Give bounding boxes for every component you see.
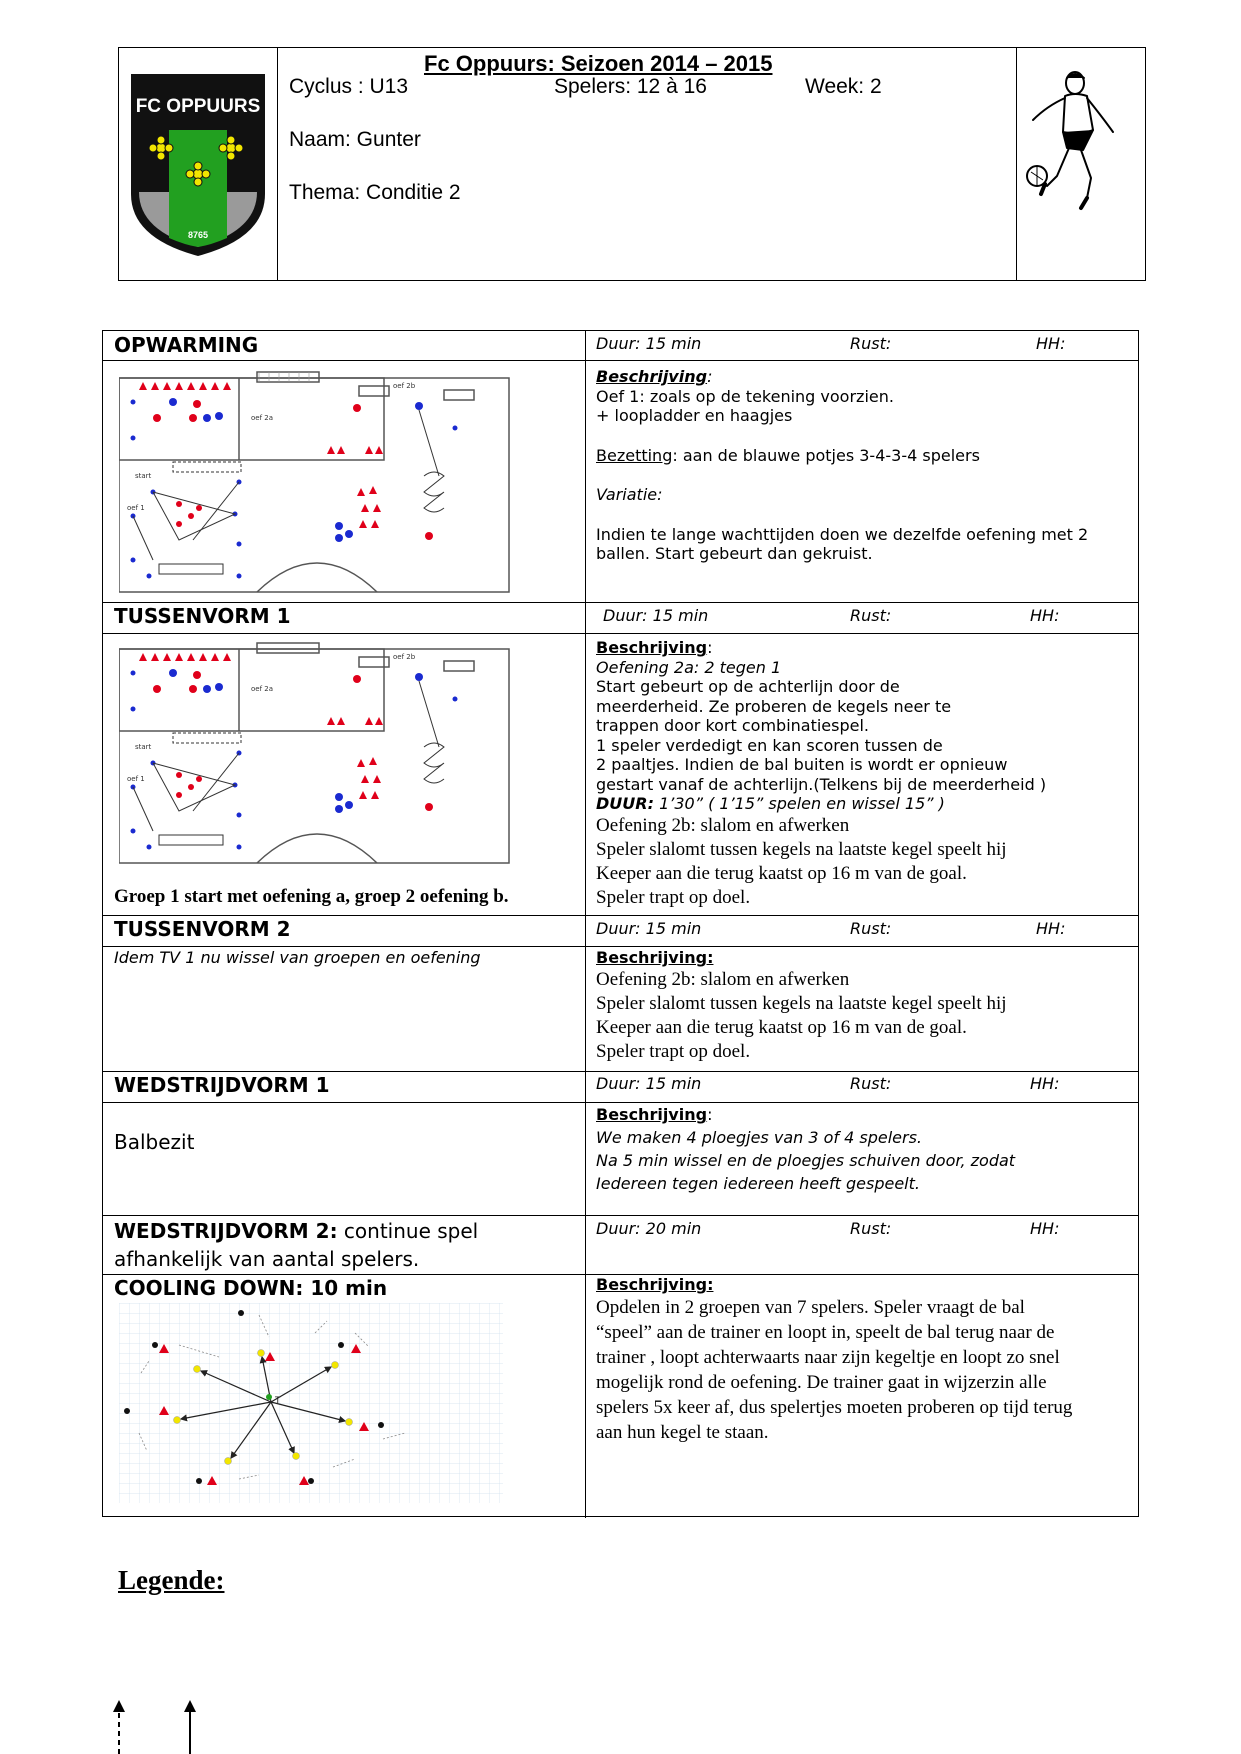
tussenvorm1-serif-4: Speler trapt op doel. xyxy=(596,886,751,908)
tussenvorm1-line-3: trappen door kort combinatiespel. xyxy=(596,716,870,735)
coolingdown-description xyxy=(596,1275,1072,1445)
label-oef1-tv1: oef 1 xyxy=(127,775,145,783)
tussenvorm1-duur-value: 1’30” ( 1’15” spelen en wissel 15” ) xyxy=(653,794,945,813)
tussenvorm2-serif-3: Keeper aan die terug kaatst op 16 m van de goal. xyxy=(596,1016,967,1038)
wedstrijdvorm1-line-3: Iedereen tegen iedereen heeft gespeelt. xyxy=(596,1174,920,1193)
tussenvorm2-rust: Rust: xyxy=(850,919,892,938)
coolingdown-serif-3: trainer , loopt achterwaarts naar zijn kegeltje en loopt zo snel xyxy=(596,1346,1060,1368)
coolingdown-serif-5: spelers 5x keer af, dus spelertjes moeten proberen op tijd terug xyxy=(596,1396,1073,1418)
opwarming-description: Beschrijving: Oef 1: zoals op de tekening voorzien. + loopladder en haagjes Bezetting: aan de blauwe potjes 3-4-3-4 spelers Variatie: Indien te lange wachttijden doen we dezelfde oefening met 2 ballen. Start gebeurt dan gekruist. xyxy=(596,367,1089,563)
wedstrijdvorm1-left-note: Balbezit xyxy=(114,1130,195,1154)
opwarming-duur: Duur: 15 min xyxy=(596,334,702,353)
tussenvorm1-serif-1: Oefening 2b: slalom en afwerken xyxy=(596,814,850,836)
logo-number: 8765 xyxy=(187,230,209,240)
opwarming-rust: Rust: xyxy=(850,334,892,353)
label-oef1: oef 1 xyxy=(127,504,145,512)
logo-text: FC OPPUURS xyxy=(135,96,261,117)
training-plan-table xyxy=(102,330,1139,1517)
tussenvorm1-hh: HH: xyxy=(1030,606,1060,625)
club-logo xyxy=(119,48,278,280)
coolingdown-serif-2: “speel” aan de trainer en loopt in, speelt de bal terug naar de xyxy=(596,1321,1055,1343)
spelers-label: Spelers: 12 à 16 xyxy=(554,75,707,98)
wedstrijdvorm1-line-2: Na 5 min wissel en de ploegjes schuiven door, zodat xyxy=(596,1151,1016,1170)
tussenvorm1-serif-2: Speler slalomt tussen kegels na laatste kegel speelt hij xyxy=(596,838,1007,860)
page-title: Fc Oppuurs: Seizoen 2014 – 2015 xyxy=(424,51,773,76)
wedstrijdvorm1-rust: Rust: xyxy=(850,1074,892,1093)
tussenvorm2-serif-1: Oefening 2b: slalom en afwerken xyxy=(596,968,850,990)
tussenvorm1-rust: Rust: xyxy=(850,606,892,625)
section-title-wedstrijdvorm1: WEDSTRIJDVORM 1 xyxy=(114,1073,330,1097)
wedstrijdvorm2-rust: Rust: xyxy=(850,1219,892,1238)
football-player-icon xyxy=(1017,48,1145,280)
opwarming-variatie: Variatie: xyxy=(596,485,663,504)
opwarming-line-2: + loopladder en haagjes xyxy=(596,406,793,425)
solid-arrow-icon xyxy=(184,1700,196,1754)
wedstrijdvorm1-hh: HH: xyxy=(1030,1074,1060,1093)
tussenvorm1-beschrijving-label: Beschrijving xyxy=(596,638,708,657)
label-oef2b-tv1: oef 2b xyxy=(393,653,416,661)
dashed-arrow-icon xyxy=(113,1700,125,1754)
coolingdown-serif-1: Opdelen in 2 groepen van 7 spelers. Speler vraagt de bal xyxy=(596,1296,1025,1318)
coolingdown-serif-4: mogelijk rond de oefening. De trainer gaat in wijzerzin alle xyxy=(596,1371,1047,1393)
coolingdown-diagram xyxy=(119,1303,503,1503)
section-title-tussenvorm1: TUSSENVORM 1 xyxy=(114,604,291,628)
section-title-opwarming: OPWARMING xyxy=(114,333,259,357)
tussenvorm1-line-6: gestart vanaf de achterlijn.(Telkens bij de meerderheid ) xyxy=(596,774,1047,794)
tussenvorm2-beschrijving-label: Beschrijving: xyxy=(596,948,714,967)
wedstrijdvorm2-duur: Duur: 20 min xyxy=(596,1219,702,1238)
opwarming-bezetting-text: : aan de blauwe potjes 3-4-3-4 spelers xyxy=(672,445,980,465)
coolingdown-beschrijving-label: Beschrijving: xyxy=(596,1275,714,1294)
thema-label: Thema: Conditie 2 xyxy=(289,181,461,204)
tussenvorm2-left-note: Idem TV 1 nu wissel van groepen en oefening xyxy=(114,948,481,967)
section-title-coolingdown: COOLING DOWN: 10 min xyxy=(114,1276,388,1300)
wedstrijdvorm2-title-rest: continue spel xyxy=(337,1219,479,1243)
tussenvorm1-oefening2a: Oefening 2a: 2 tegen 1 xyxy=(596,657,782,677)
tussenvorm1-duur-label: DUUR: xyxy=(596,794,654,813)
legend-arrows xyxy=(104,1700,204,1754)
wedstrijdvorm2-title-block xyxy=(114,1217,478,1273)
label-start-tv1: start xyxy=(135,743,152,751)
wedstrijdvorm2-title-line2: afhankelijk van aantal spelers. xyxy=(114,1247,420,1271)
tussenvorm1-line-5: 2 paaltjes. Indien de bal buiten is wordt er opnieuw xyxy=(596,755,1008,774)
tussenvorm1-serif-3: Keeper aan die terug kaatst op 16 m van de goal. xyxy=(596,862,967,884)
wedstrijdvorm2-hh: HH: xyxy=(1030,1219,1060,1238)
tussenvorm2-hh: HH: xyxy=(1036,919,1066,938)
opwarming-variatie-line-1: Indien te lange wachttijden doen we dezelfde oefening met 2 xyxy=(596,524,1089,544)
naam-label: Naam: Gunter xyxy=(289,128,421,151)
tussenvorm1-line-4: 1 speler verdedigt en kan scoren tussen de xyxy=(596,735,943,755)
label-start: start xyxy=(135,472,152,480)
week-label: Week: 2 xyxy=(805,75,882,98)
wedstrijdvorm1-beschrijving-label: Beschrijving xyxy=(596,1105,708,1124)
header-box xyxy=(118,47,1146,281)
section-title-wedstrijdvorm2: WEDSTRIJDVORM 2: xyxy=(114,1219,338,1243)
wedstrijdvorm1-line-1: We maken 4 ploegjes van 3 of 4 spelers. xyxy=(596,1128,923,1147)
label-oef2a-tv1: oef 2a xyxy=(251,685,274,693)
cyclus-label: Cyclus : U13 xyxy=(289,75,409,98)
coolingdown-serif-6: aan hun kegel te staan. xyxy=(596,1421,769,1443)
opwarming-variatie-line-2: ballen. Start gebeurt dan gekruist. xyxy=(596,544,873,563)
opwarming-field-diagram xyxy=(119,366,511,594)
tussenvorm1-line-1: Start gebeurt op de achterlijn door de xyxy=(596,677,900,696)
tussenvorm1-line-2: meerderheid. Ze proberen de kegels neer te xyxy=(596,696,952,716)
trainer-label: T xyxy=(275,1396,281,1406)
wedstrijdvorm1-duur: Duur: 15 min xyxy=(596,1074,702,1093)
opwarming-bezetting-label: Bezetting xyxy=(596,445,673,465)
section-title-tussenvorm2: TUSSENVORM 2 xyxy=(114,917,291,941)
wedstrijdvorm1-description: Beschrijving: We maken 4 ploegjes van 3 of 4 spelers. Na 5 min wissel en de ploegjes schuiven door, zodat Iedereen tegen iedereen heeft gespeelt. xyxy=(596,1105,1016,1193)
tussenvorm2-duur: Duur: 15 min xyxy=(596,919,702,938)
tussenvorm2-serif-2: Speler slalomt tussen kegels na laatste kegel speelt hij xyxy=(596,992,1007,1014)
header-info xyxy=(278,48,1017,280)
tussenvorm1-description: Beschrijving: Oefening 2a: 2 tegen 1 Start gebeurt op de achterlijn door de meerderheid. Ze proberen de kegels neer te trappen door kort combinatiespel. 1 speler verdedigt en kan scoren tussen de 2 paaltjes. Indien de bal buiten is wordt er opnieuw gestart vanaf de achterlijn.(Telkens bij de meerderheid ) DUUR: 1’30” ( 1’15” spelen en wissel 15” ) Oefening 2b: slalom en afwerken Speler slalomt tussen kegels na laatste kegel speelt hij Keeper aan die terug kaatst op 16 m van de goal. Speler trapt op doel. xyxy=(596,638,1047,908)
tussenvorm1-groep-note: Groep 1 start met oefening a, groep 2 oefening b. xyxy=(114,886,509,907)
label-oef2a: oef 2a xyxy=(251,414,274,422)
tussenvorm2-description xyxy=(596,948,1007,1064)
player-illustration-cell xyxy=(1017,48,1145,280)
label-oef2b: oef 2b xyxy=(393,382,416,390)
tussenvorm2-serif-4: Speler trapt op doel. xyxy=(596,1040,751,1062)
opwarming-hh: HH: xyxy=(1036,334,1066,353)
legend-title: Legende: xyxy=(118,1565,225,1595)
opwarming-line-1: Oef 1: zoals op de tekening voorzien. xyxy=(596,386,894,406)
tussenvorm1-field-diagram xyxy=(119,637,511,865)
logo-cell xyxy=(119,48,278,280)
tussenvorm1-duur: Duur: 15 min xyxy=(603,606,709,625)
opwarming-beschrijving-label: Beschrijving xyxy=(596,367,708,386)
